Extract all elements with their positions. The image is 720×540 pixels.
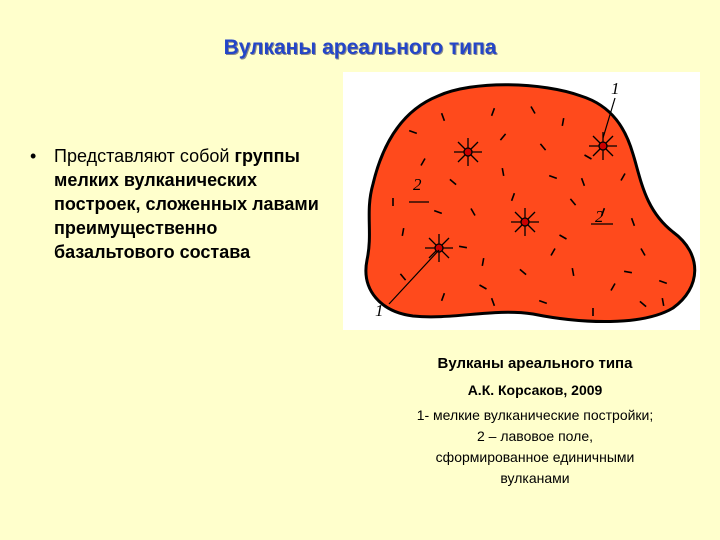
slide-title: Вулканы ареального типа (223, 36, 497, 59)
figure-caption (360, 354, 710, 489)
bullet-marker: • (30, 146, 37, 166)
legend-line: 1- мелкие вулканические постройки; (416, 407, 654, 423)
lava-field-figure (343, 72, 700, 330)
legend-line: вулканами (500, 470, 570, 486)
volcano-symbol (454, 138, 482, 166)
caption-title: Вулканы ареального типа (437, 355, 633, 372)
label-lava-left: 2 (413, 175, 422, 194)
lava-field-shape (366, 85, 695, 322)
caption-author: А.К. Корсаков, 2009 (467, 382, 603, 398)
caption-legend (360, 405, 710, 489)
label-lava-right: 2 (595, 207, 604, 226)
legend-line: сформированное единичными (435, 449, 635, 465)
bullet-list (30, 144, 330, 264)
volcano-symbol (511, 208, 539, 236)
label-volcano-bottom: 1 (375, 301, 384, 320)
volcano-symbol (425, 234, 453, 262)
bullet-text-plain: Представляют собой (54, 146, 235, 166)
legend-line: 2 – лавовое поле, (476, 428, 594, 444)
label-volcano-top: 1 (611, 79, 620, 98)
lava-field-diagram (343, 72, 700, 330)
bullet-text-bold: группы мелких вулканических построек, сложенных лавами преимущественно базальтового состава (54, 146, 319, 262)
bullet-item (30, 144, 330, 264)
